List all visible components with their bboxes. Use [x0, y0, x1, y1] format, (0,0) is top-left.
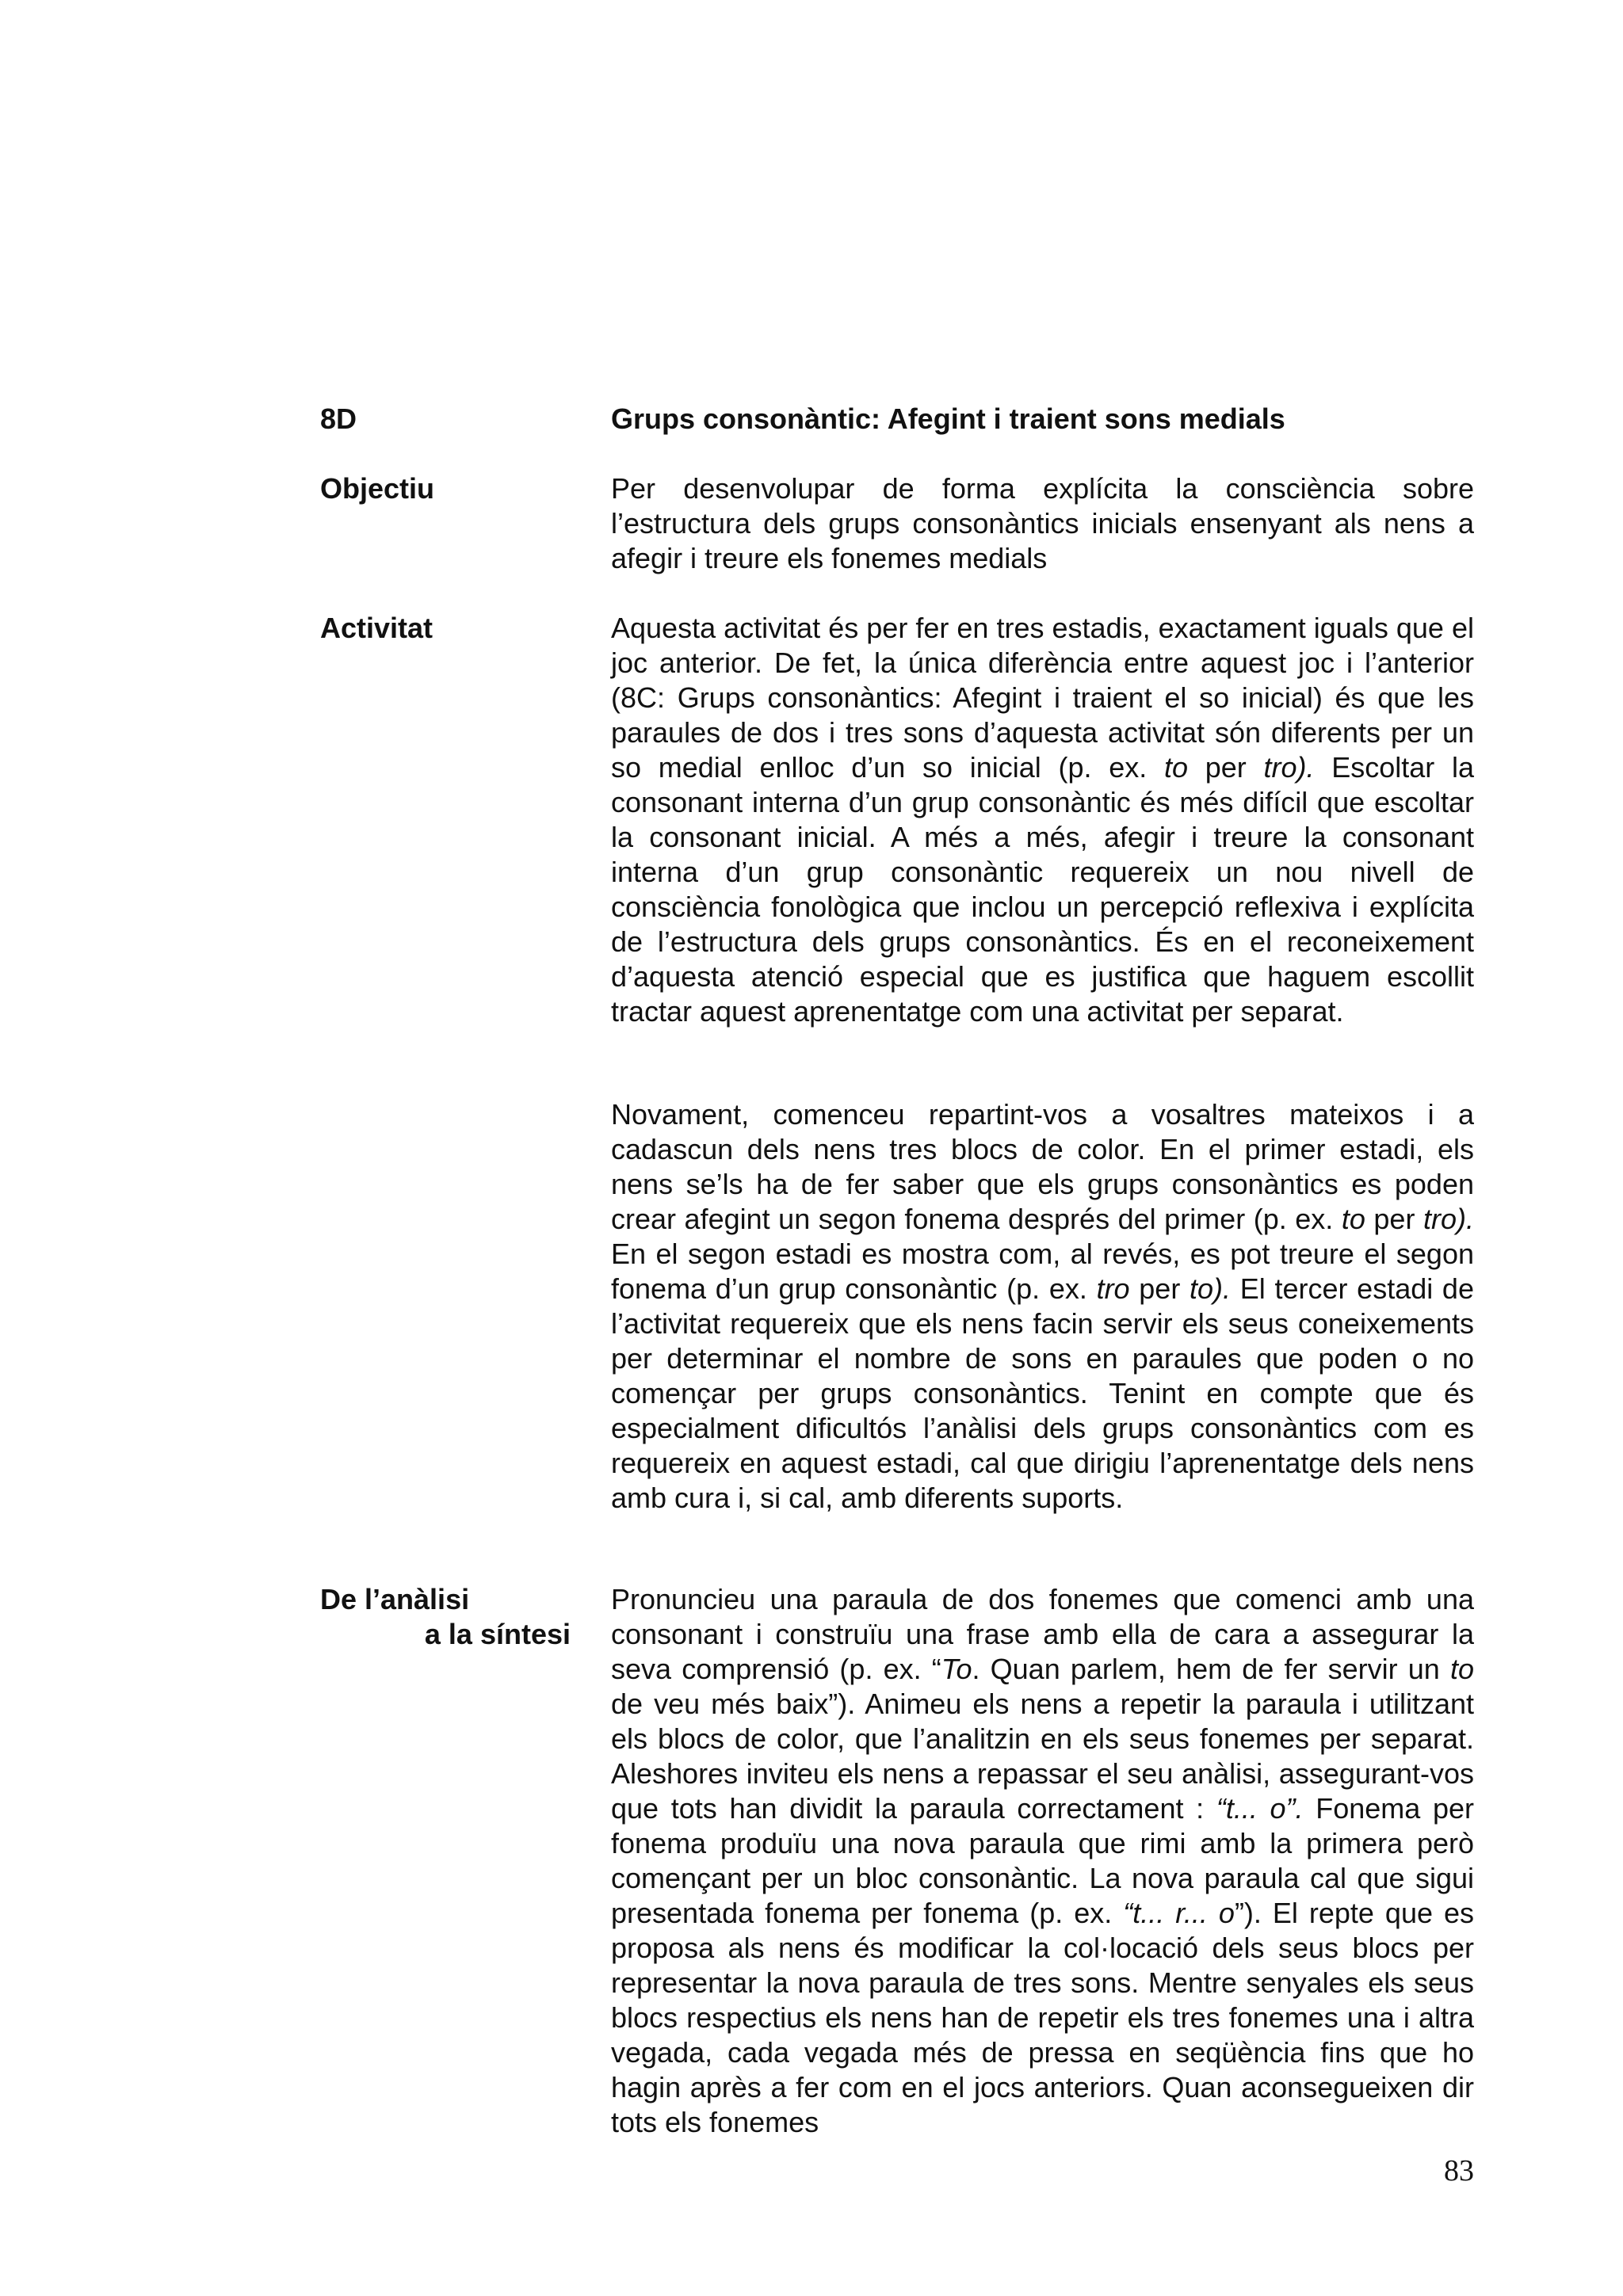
analisi-label-line2: a la síntesi: [424, 1618, 571, 1650]
objectiu-text: Per desenvolupar de forma explícita la consciència sobre l’estructura dels grups consonàntics inicials ensenyant als nens a afegir i treure els fonemes medials: [611, 472, 1474, 574]
analisi-label: [320, 1582, 582, 1652]
analisi-text: Pronuncieu una paraula de dos fonemes que comenci amb una consonant i construïu una frase amb ella de cara a assegurar la seva comprensió (p. ex. “To. Quan parlem, hem de fer servir un to de veu més baix”). Animeu els nens a repetir la paraula i utilitzant els blocs de color, que l’analitzin en els seus fonemes per separat. Aleshores inviteu els nens a repassar el seu anàlisi, assegurant-vos que tots han dividit la paraula correctament : “t... o”. Fonema per fonema produïu una nova paraula que rimi amb la primera però començant per un bloc consonàntic. La nova paraula cal que sigui presentada fonema per fonema (p. ex. “t... r... o”). El repte que es proposa als nens és modificar la col·locació dels seus blocs per representar la nova paraula de tres sons. Mentre senyales els seus blocs respectius els nens han de repetir els tres fonemes una i altra vegada, cada vegada més de pressa en seqüència fins que ho hagin après a fer com en el jocs anteriors. Quan aconsegueixen dir tots els fonemes: [611, 1583, 1475, 2138]
page-number: 83: [1444, 2154, 1474, 2187]
activitat-label: Activitat: [320, 612, 433, 644]
section-code: 8D: [320, 402, 357, 435]
activitat-paragraph-1: Aquesta activitat és per fer en tres estadis, exactament iguals que el joc anterior. De fet, la única diferència entre aquest joc i l’anterior (8C: Grups consonàntics: Afegint i traient el so inicial) és que les paraules de dos i tres sons d’aquesta activitat són diferents per un so medial enlloc d’un so inicial (p. ex. to per tro). Escoltar la consonant interna d’un grup consonàntic és més difícil que escoltar la consonant inicial. A més a més, afegir i treure la consonant interna d’un grup consonàntic requereix un nou nivell de consciència fonològica que inclou un percepció reflexiva i explícita de l’estructura dels grups consonàntics. És en el reconeixement d’aquesta atenció especial que es justifica que haguem escollit tractar aquest aprenentatge com una activitat per separat.: [611, 612, 1474, 1028]
section-title: Grups consonàntic: Afegint i traient sons medials: [611, 402, 1285, 435]
objectiu-label: Objectiu: [320, 472, 435, 505]
analisi-label-line1: De l’anàlisi: [320, 1583, 470, 1615]
activitat-paragraph-2: Novament, comenceu repartint-vos a vosaltres mateixos i a cadascun dels nens tres blocs de color. En el primer estadi, els nens se’ls ha de fer saber que els grups consonàntics es poden crear afegint un segon fonema després del primer (p. ex. to per tro). En el segon estadi es mostra com, al revés, es pot treure el segon fonema d’un grup consonàntic (p. ex. tro per to). El tercer estadi de l’activitat requereix que els nens facin servir els seus coneixements per determinar el nombre de sons en paraules que poden o no començar per grups consonàntics. Tenint en compte que és especialment dificultós l’anàlisi dels grups consonàntics com es requereix en aquest estadi, cal que dirigiu l’aprenentatge dels nens amb cura i, si cal, amb diferents suports.: [611, 1098, 1474, 1514]
